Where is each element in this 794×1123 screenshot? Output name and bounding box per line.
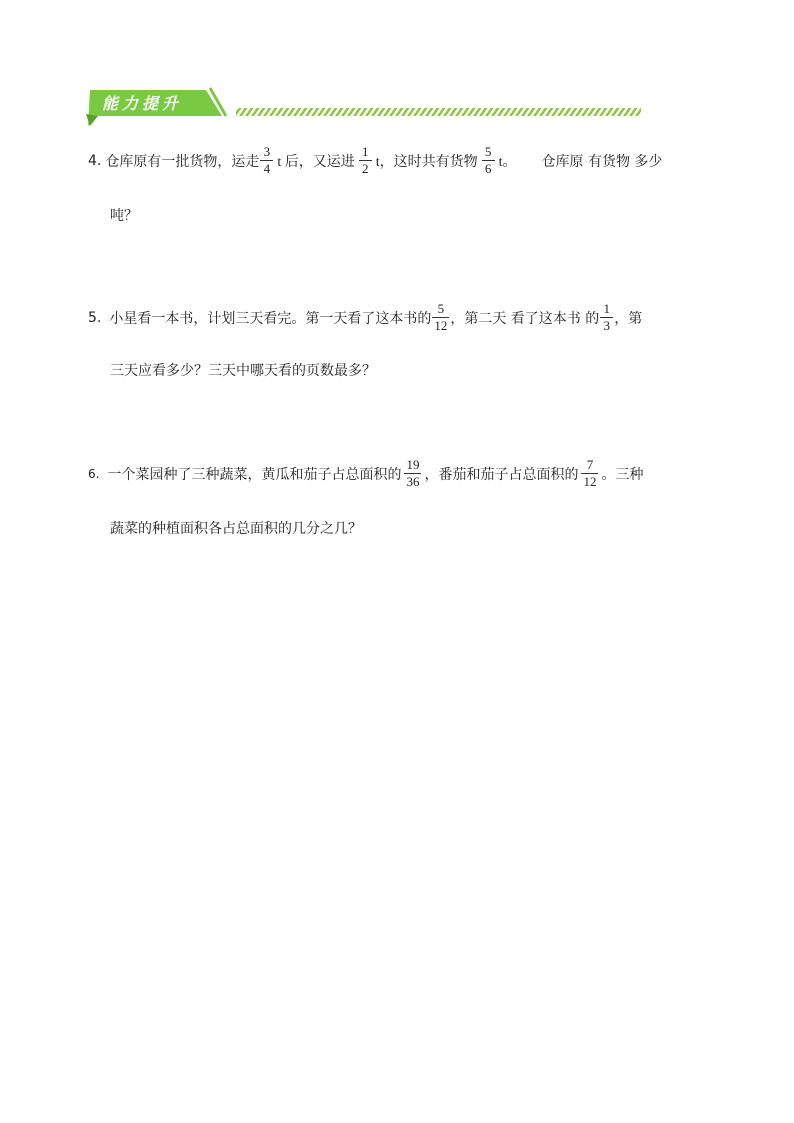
denominator: 3 (603, 318, 611, 333)
denominator: 12 (434, 318, 448, 333)
numerator: 3 (263, 144, 271, 159)
denominator: 36 (406, 474, 420, 489)
problem-text: 小星看一本书，计划三天看完。第一天看了这本书的 (109, 310, 432, 327)
problem-text: t。 (498, 154, 517, 170)
problem-text: t 后，又运进 (277, 154, 355, 170)
problem-text: 仓库原 有货物 多少 (541, 153, 663, 170)
section-banner (86, 86, 646, 130)
problem-5-line-1 (88, 302, 642, 333)
fraction (405, 458, 420, 489)
problem-text: ，番茄和茄子占总面积的 (424, 466, 579, 483)
section-title: 能力提升 (102, 94, 183, 113)
problem-number: 5. (88, 309, 102, 326)
problem-text: ，第 (614, 310, 643, 327)
problem-text: 。三种 (601, 466, 644, 483)
numerator: 7 (586, 457, 594, 472)
problem-4-line-1 (88, 145, 662, 176)
denominator: 6 (484, 161, 492, 176)
problem-text: 三天应看多少？三天中哪天看的页数最多？ (110, 363, 376, 379)
fraction (483, 145, 494, 176)
fraction (601, 302, 612, 333)
problem-6-line-1 (88, 458, 643, 489)
fraction (360, 145, 371, 176)
problem-number: 4. (88, 152, 102, 169)
problem-text: 一个菜园种了三种蔬菜，黄瓜和茄子占总面积的 (107, 466, 402, 483)
denominator: 4 (263, 161, 271, 176)
numerator: 5 (437, 301, 445, 316)
fraction (433, 302, 448, 333)
numerator: 5 (484, 144, 492, 159)
problem-6-line-2 (110, 518, 362, 538)
problem-text: 仓库原有一批货物，运走 (105, 153, 260, 170)
problem-text: t，这时共有货物 (375, 154, 478, 170)
numerator: 1 (362, 144, 369, 159)
problem-4-line-2 (110, 205, 138, 225)
problem-number: 6. (88, 466, 100, 481)
problem-text: ，第二天 看了这本书 的 (450, 310, 600, 327)
numerator: 1 (603, 301, 611, 316)
fraction (261, 145, 272, 176)
problem-text: 蔬菜的种植面积各占总面积的几分之几？ (110, 521, 362, 537)
fraction (582, 458, 597, 489)
numerator: 19 (406, 457, 420, 472)
denominator: 2 (362, 161, 369, 176)
denominator: 12 (583, 474, 597, 489)
problem-5-line-2 (110, 360, 376, 380)
problem-text: 吨？ (110, 208, 138, 224)
